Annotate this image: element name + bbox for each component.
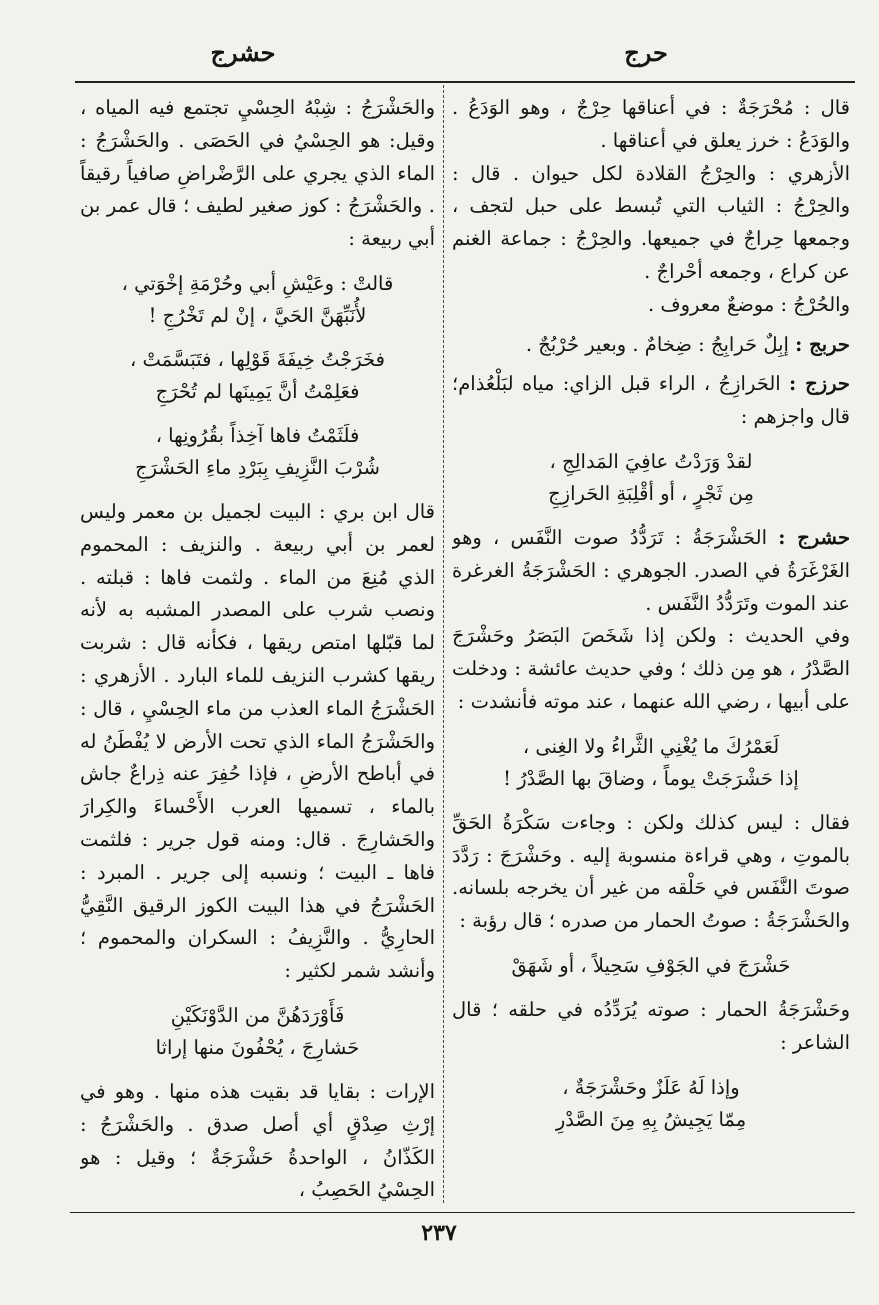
verse-line: شُرْبَ النَّزِيفِ بِبَرْدِ ماءِ الحَشْرَجِ <box>135 455 380 479</box>
verse-line: حَشْرَجَ في الجَوْفِ سَحِيلاً ، أو شَهَقْ <box>511 953 791 977</box>
entry-harbaj <box>452 329 850 362</box>
verse-line: مِن ثَجْرٍ ، أو أقْلِبَةِ الحَرازِجِ <box>548 481 754 505</box>
verse-line: إذا حَشْرَجَتْ يوماً ، وضاقَ بها الصَّدْرُ ! <box>503 766 799 790</box>
verse-line: وإذا لَهُ عَلَزٌ وحَشْرَجَةٌ ، <box>562 1075 740 1099</box>
left-column <box>80 92 435 1205</box>
verse-line: فعَلِمْتُ أنَّ يَمِينَها لم تُحْرَجِ <box>155 379 360 403</box>
column-divider <box>443 85 444 1203</box>
entry-paragraph: والحُرْجُ : موضعٌ معروف . <box>648 292 850 316</box>
verse-line: فخَرَجْتُ خِيفَةَ قَوْلِها ، فتَبَسَّمَتْ ، <box>130 347 385 371</box>
verse-block <box>80 268 435 332</box>
entry-text: إبِلٌ حَرابِجُ : ضِخامٌ . وبعير حُرْبُجٌ . <box>525 332 796 356</box>
verse-block <box>452 731 850 795</box>
page-number: ٢٣٧ <box>421 1220 457 1246</box>
entry-paragraph: والحَشْرَجُ : شِبْهُ الحِسْيِ تجتمع فيه المياه ، وقيل: هو الحِسْيُ في الحَصَى . والحَشْرَجُ : الماء الذي يجري على الرَّضْراضِ صافياً رقيقاً . والحَشْرَجُ : كوز صغير لطيف ؛ قال عمر بن أبي ربيعة : <box>80 96 435 251</box>
verse-block <box>452 1072 850 1136</box>
verse-block <box>452 950 850 982</box>
lemma-harzaj: حرزج : <box>789 372 850 396</box>
verse-line: قالتْ : وعَيْشِ أبي وحُرْمَةِ إخْوَتي ، <box>121 271 394 295</box>
verse-line: فَأَوْرَدَهُنَّ من الدَّوْنَكَيْنِ <box>170 1003 345 1027</box>
verse-line: مِمّا يَجِيشُ بِهِ مِنَ الصَّدْرِ <box>555 1107 747 1131</box>
right-column <box>452 92 850 1205</box>
entry-paragraph: وفي الحديث : ولكن إذا شَخَصَ البَصَرُ وحَشْرَجَ الصَّدْرُ ، هو مِن ذلك ؛ وفي حديث عائشة : ودخلت على أبيها ، رضي الله عنهما ، عند موته فأنشدت : <box>452 624 850 713</box>
entry-text: الحَشْرَجَةُ : تَرَدُّدُ صوت النَّفَس ، وهو الغَرْغَرَةُ في الصدر. الجوهري : الحَشْرَجَةُ الغرغرة عند الموت وتَرَدُّدُ النَّفَس . <box>452 525 850 615</box>
verse-line: لأُنَبِّهَنَّ الحَيَّ ، إنْ لم تَخْرُجِ ! <box>148 303 367 327</box>
entry-paragraph: وحَشْرَجَةُ الحمار : صوته يُرَدِّدُه في حلقه ؛ قال الشاعر : <box>452 997 850 1054</box>
right-running-headword: حرج <box>624 38 668 67</box>
verse-block <box>80 1000 435 1064</box>
left-running-headword: حشرج <box>210 38 276 67</box>
verse-block <box>452 446 850 510</box>
entry-paragraph: قال : مُحْرَجَةٌ : في أعناقها حِرْجٌ ، وهو الوَدَعُ . والوَدَعُ : خرز يعلق في أعناقها . <box>452 96 850 152</box>
verse-block <box>80 420 435 484</box>
lemma-hashraj: حشرج : <box>778 525 850 549</box>
verse-line: لَعَمْرُكَ ما يُغْنِي الثَّراءُ ولا الغِنى ، <box>522 734 780 758</box>
entry-harzaj <box>452 368 850 434</box>
verse-line: لقدْ وَرَدْتُ عافِيَ المَدالِجِ ، <box>549 449 753 473</box>
entry-text: الحَرازِجُ ، الراء قبل الزاي: مياه لبَلْعُذام؛ قال واجزهم : <box>452 372 850 429</box>
verse-line: فلَثَمْتُ فاها آخِذاً بقُرُونِها ، <box>155 423 360 447</box>
verse-block <box>80 344 435 408</box>
entry-paragraph: قال ابن بري : البيت لجميل بن معمر وليس لعمر بن أبي ربيعة . والنزيف : المحموم الذي مُنِعَ من الماء . ولثمت فاها : قبلته . ونصب شرب على المصدر المشبه به لأنه لما قبّلها امتص ريقها ، فكأنه قال : شربت ريقها كشرب النزيف للماء البارد . الأزهري : الحَشْرَجُ الماء العذب من ماء الحِسْيِ ، قال : والحَشْرَجُ الماء الذي تحت الأرض لا يُفْطَنُ له في أباطح الأرضِ ، فإذا حُفِرَ عنه ذِراعٌ جاش بالماء ، تسميها العرب الأَحْساءَ والكِرارَ والحَشارِجَ . قال: ومنه قول جرير : فلثمت فاها ـ البيت ؛ ونسبه إلى جرير . المبرد : الحَشْرَجُ في هذا البيت الكوز الرقيق النَّقِيُّ الحارِيُّ . والنَّزِيفُ : السكران والمحموم ؛ وأنشد شمر لكثير : <box>80 499 435 983</box>
lemma-harbaj: حربج : <box>795 332 850 356</box>
header-rule <box>75 81 855 83</box>
verse-line: حَشارِجَ ، يُحْفُونَ منها إراثا <box>155 1035 360 1059</box>
footer-rule <box>70 1212 855 1213</box>
entry-hashraj <box>452 522 850 620</box>
entry-paragraph: فقال : ليس كذلك ولكن : وجاءت سَكْرَةُ الحَقِّ بالموتِ ، وهي قراءة منسوبة إليه . وحَشْرَجَ : رَدَّدَ صوتَ النَّفَس في حَلْقه من غير أن يخرجه بلسانه. والحَشْرَجَةُ : صوتُ الحمار من صدره ؛ قال رؤبة : <box>452 810 850 933</box>
entry-paragraph: الأزهري : والحِرْجُ القلادة لكل حيوان . قال : والحِرْجُ : الثياب التي تُبسط على حبل لتجف ، وجمعها حِراجٌ في جميعها. والحِرْجُ : جماعة الغنم عن كراع ، وجمعه أحْراجٌ . <box>452 161 850 283</box>
entry-paragraph: الإرات : بقايا قد بقيت هذه منها . وهو في إرْثِ صِدْقٍ أي أصل صدق . والحَشْرَجُ : الكَذّانُ ، الواحدةُ حَشْرَجَةٌ ؛ وقيل : هو الحِسْيُ الحَصِبُ ، <box>80 1079 435 1202</box>
